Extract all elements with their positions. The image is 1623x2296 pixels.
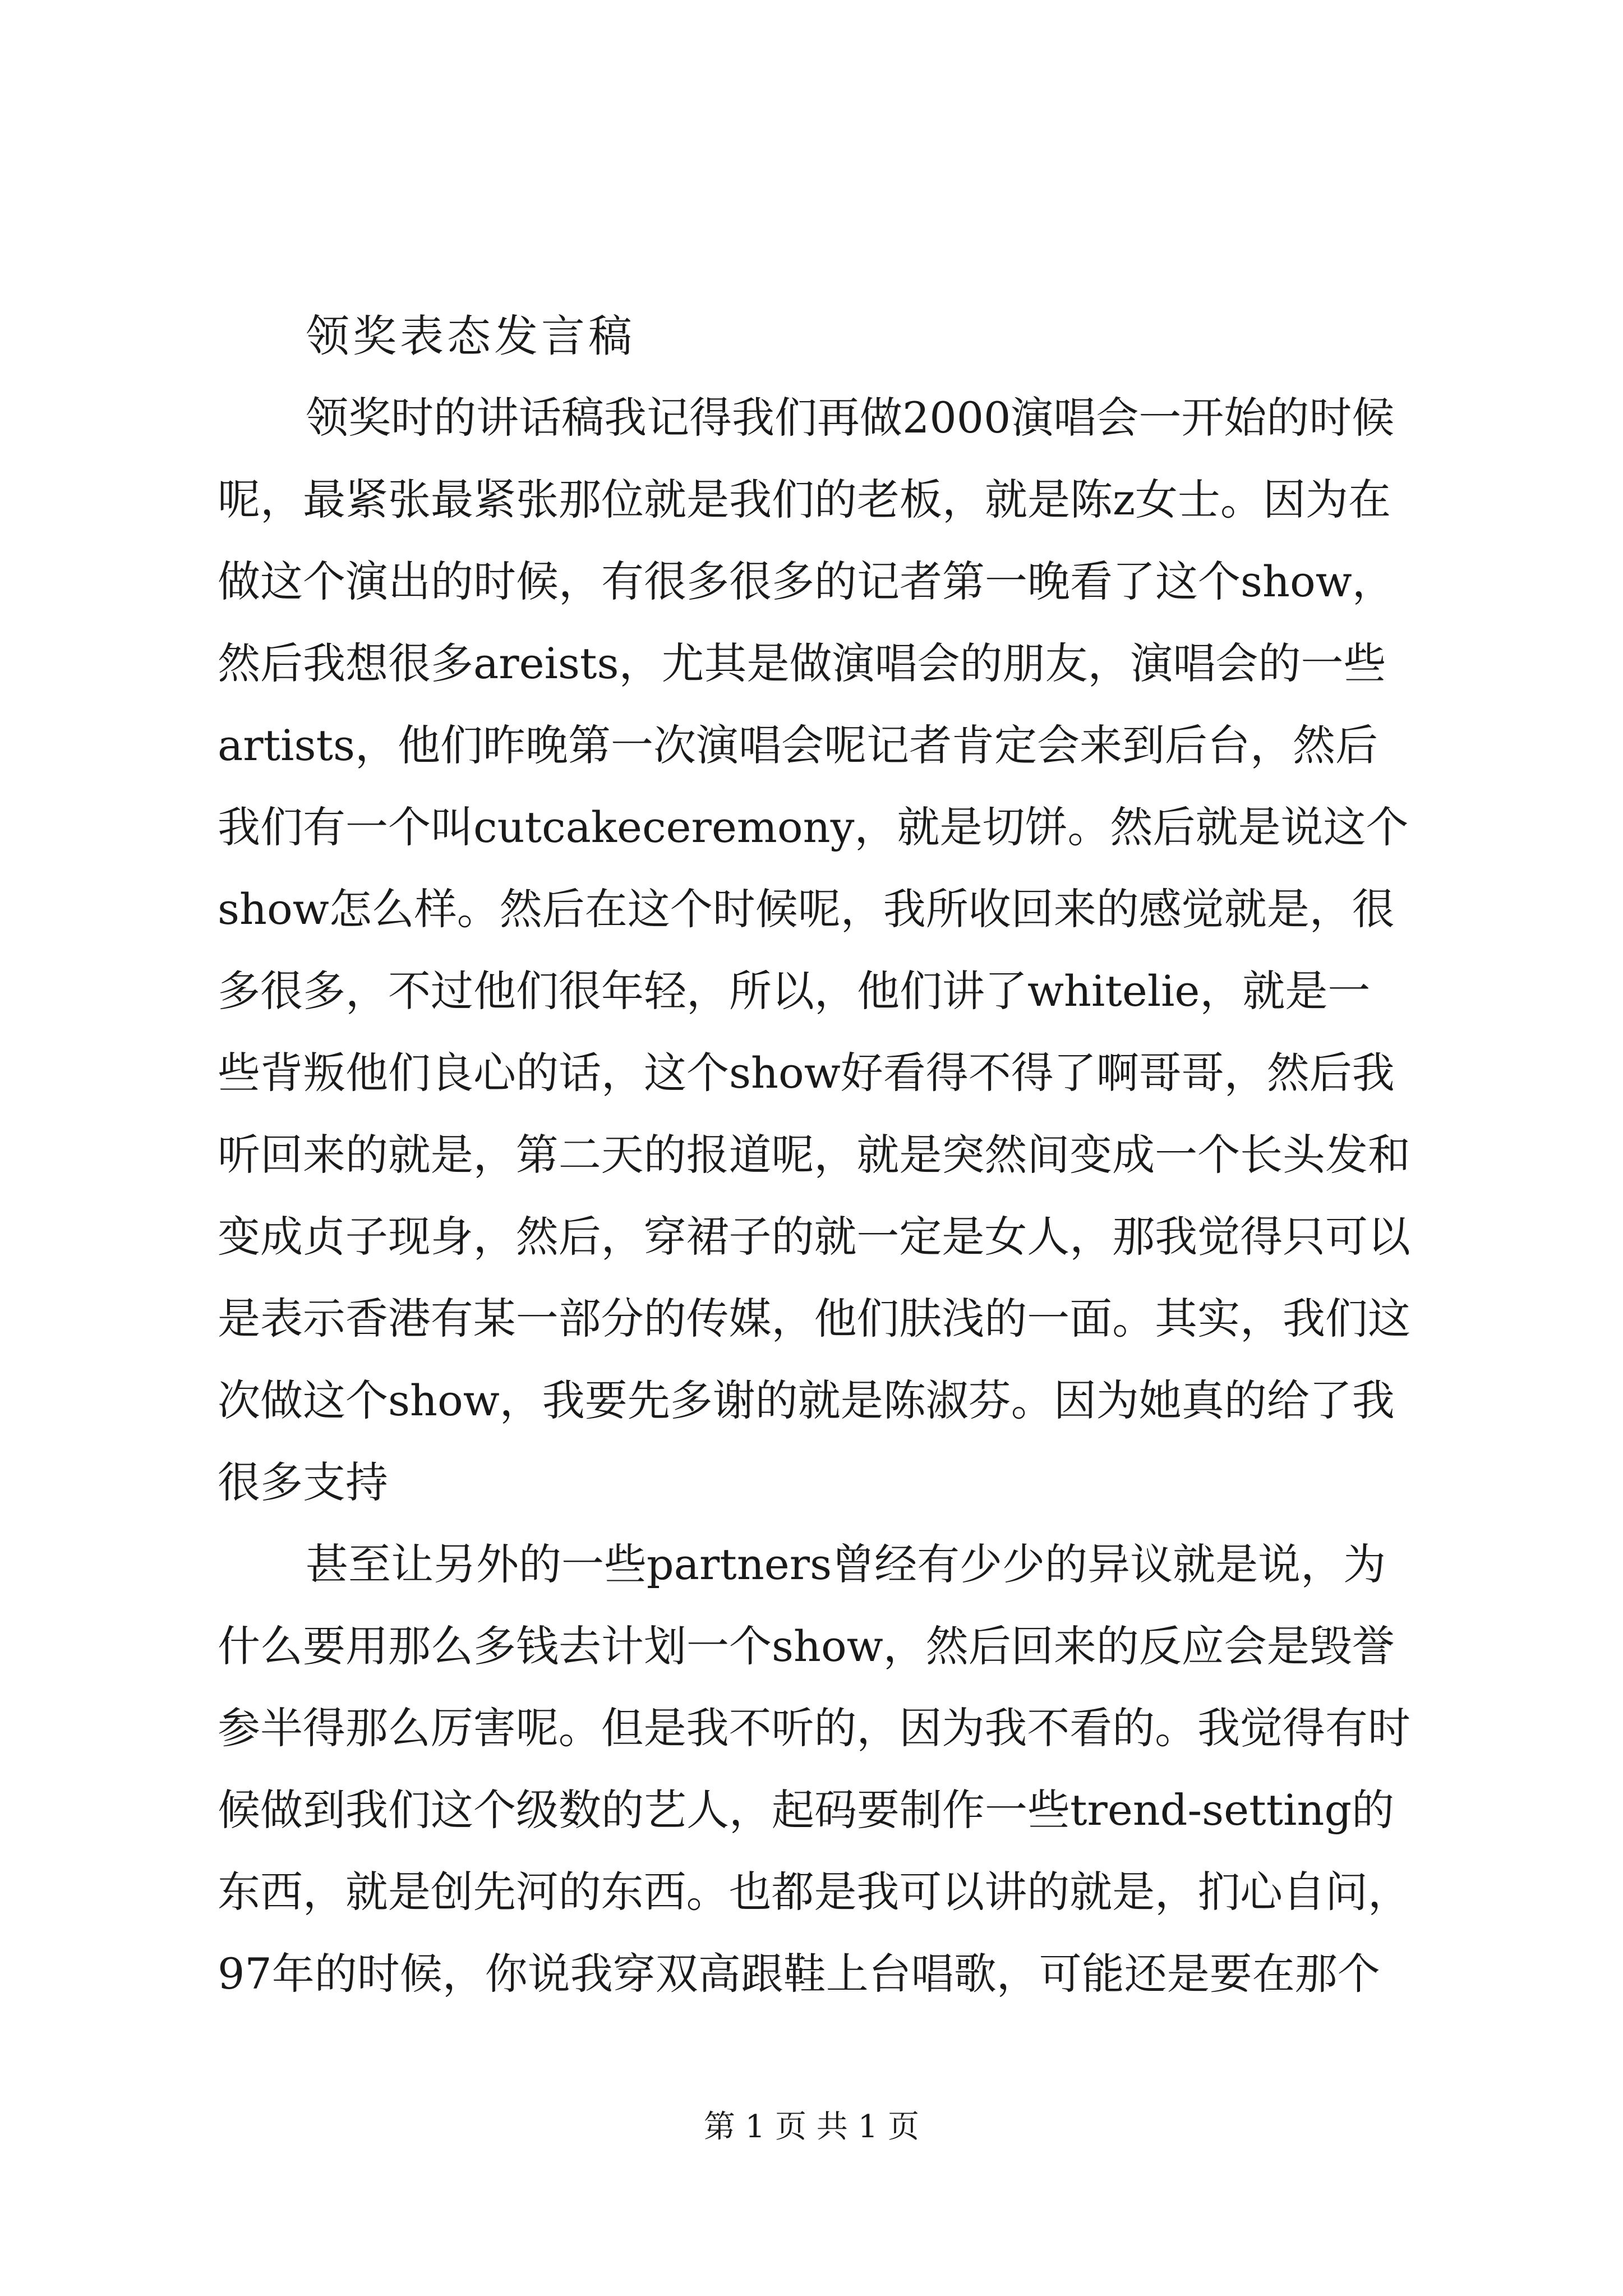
- body-line: 我们有一个叫cutcakeceremony，就是切饼。然后就是说这个: [218, 802, 1409, 852]
- body-line: 候做到我们这个级数的艺人，起码要制作一些trend-setting的: [218, 1785, 1395, 1835]
- body-line: 甚至让另外的一些partners曾经有少少的异议就是说，为: [306, 1539, 1386, 1589]
- body-line: 很多支持: [218, 1457, 388, 1507]
- body-line: artists，他们昨晚第一次演唱会呢记者肯定会来到后台，然后: [218, 720, 1378, 770]
- body-line: 次做这个show，我要先多谢的就是陈淑芬。因为她真的给了我: [218, 1375, 1395, 1425]
- body-line: 呢，最紧张最紧张那位就是我们的老板，就是陈z女士。因为在: [218, 475, 1391, 524]
- body-line: 领奖时的讲话稿我记得我们再做2000演唱会一开始的时候: [306, 393, 1395, 443]
- body-line: show怎么样。然后在这个时候呢，我所收回来的感觉就是，很: [218, 884, 1395, 934]
- body-line: 是表示香港有某一部分的传媒，他们肤浅的一面。其实，我们这: [218, 1294, 1410, 1343]
- body-line: 东西，就是创先河的东西。也都是我可以讲的就是，扪心自问，: [218, 1867, 1410, 1917]
- body-line: 然后我想很多areists，尤其是做演唱会的朋友，演唱会的一些: [218, 638, 1386, 688]
- body-line: 听回来的就是，第二天的报道呢，就是突然间变成一个长头发和: [218, 1130, 1410, 1180]
- body-line: 参半得那么厉害呢。但是我不听的，因为我不看的。我觉得有时: [218, 1703, 1410, 1753]
- page-number-footer: 第 1 页 共 1 页: [703, 2109, 920, 2145]
- body-line: 多很多，不过他们很年轻，所以，他们讲了whitelie，就是一: [218, 966, 1371, 1016]
- body-line: 做这个演出的时候，有很多很多的记者第一晚看了这个show，: [218, 556, 1395, 606]
- body-line: 97年的时候，你说我穿双高跟鞋上台唱歌，可能还是要在那个: [218, 1949, 1380, 1999]
- document-title: 领奖表态发言稿: [306, 311, 636, 362]
- body-line: 什么要用那么多钱去计划一个show，然后回来的反应会是毁誉: [218, 1621, 1395, 1671]
- body-line: 变成贞子现身，然后，穿裙子的就一定是女人，那我觉得只可以: [218, 1212, 1410, 1262]
- body-line: 些背叛他们良心的话，这个show好看得不得了啊哥哥，然后我: [218, 1048, 1395, 1098]
